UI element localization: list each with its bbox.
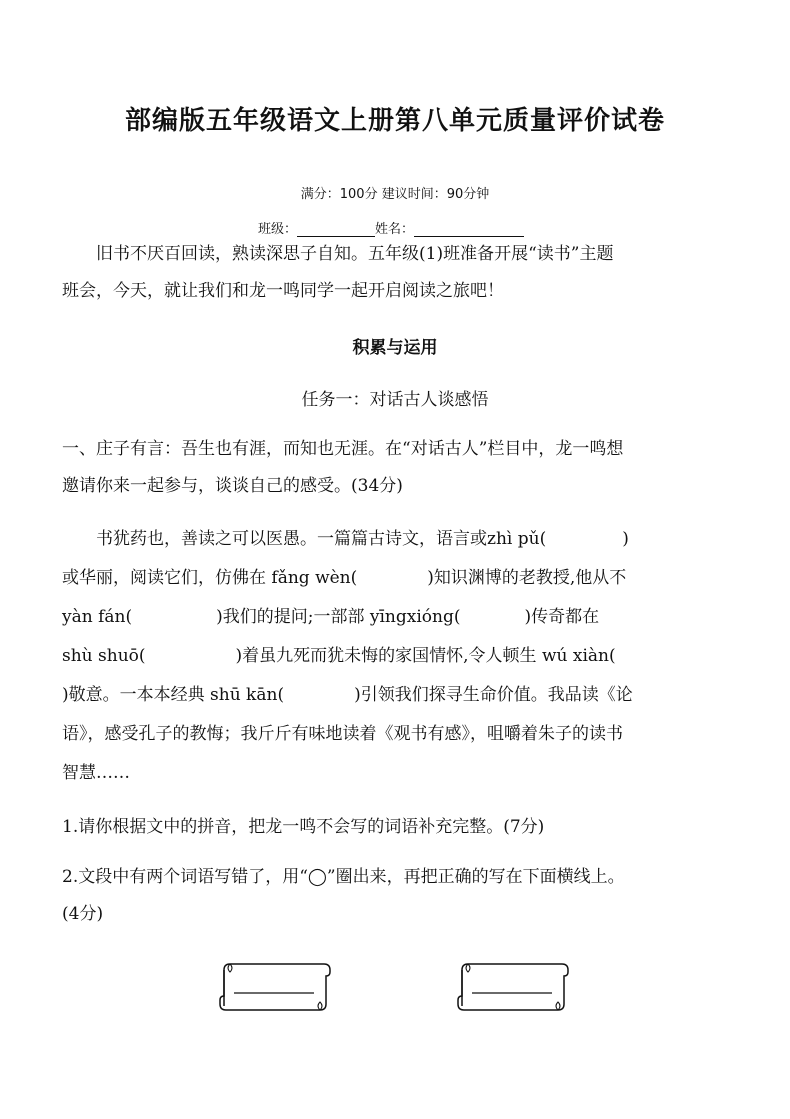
name-label: 姓名： — [375, 222, 415, 237]
passage-text: )我们的提问;一部部 yīngxióng( — [216, 607, 461, 627]
passage-text: ) — [622, 529, 629, 549]
passage-text: )传奇都在 — [524, 607, 600, 627]
intro-line-1: 旧书不厌百回读，熟读深思子自知。五年级(1)班准备开展“读书”主题 — [96, 244, 614, 264]
sub-question-2 — [62, 859, 744, 933]
question-one-line-1: 一、庄子有言：吾生也有涯，而知也无涯。在“对话古人”栏目中，龙一鸣想 — [62, 439, 624, 459]
intro-line-2: 班会，今天，就让我们和龙一鸣同学一起开启阅读之旅吧！ — [62, 281, 504, 301]
passage-line-2 — [62, 560, 744, 597]
intro-paragraph-cont — [62, 273, 744, 310]
scroll-answer-frame-2 — [454, 960, 572, 1012]
exam-title: 部编版五年级语文上册第八单元质量评价试卷 — [124, 106, 665, 136]
scroll-answer-frame-1 — [216, 960, 334, 1012]
passage-line-5 — [62, 677, 744, 714]
task-heading: 任务一：对话古人谈感悟 — [301, 390, 489, 410]
passage-line-6: 语》，感受孔子的教悔；我斤斤有味地读着《观书有感》，咀嚼着朱子的读书 — [62, 724, 623, 744]
passage-text: )着虽九死而犹未悔的家国情怀,令人顿生 wú xiàn( — [235, 646, 616, 666]
class-name-line — [258, 218, 524, 237]
passage-line-4 — [62, 638, 744, 675]
class-label: 班级： — [258, 222, 298, 237]
sub-question-2-line-1: 2.文段中有两个词语写错了，用“◯”圈出来，再把正确的写在下面横线上。 — [62, 867, 625, 887]
name-blank[interactable] — [414, 222, 524, 237]
passage-text: )引领我们探寻生命价值。我品读《论 — [354, 685, 633, 705]
exam-meta: 满分：100分 建议时间：90分钟 — [300, 187, 490, 202]
passage-text: shù shuō( — [62, 646, 146, 666]
question-one-line-2: 邀请你来一起参与，谈谈自己的感受。(34分) — [62, 476, 403, 496]
question-one — [62, 431, 744, 505]
passage-text: )知识渊博的老教授,他从不 — [427, 568, 627, 588]
sub-question-2-line-2: (4分) — [62, 904, 104, 924]
passage-line-7: 智慧…… — [62, 763, 130, 783]
passage-line-3 — [62, 599, 744, 636]
passage-text: yàn fán( — [62, 607, 133, 627]
section-heading: 积累与运用 — [352, 338, 438, 358]
passage-text: 或华丽，阅读它们，仿佛在 fǎng wèn( — [62, 568, 358, 588]
passage-text: 书犹药也，善读之可以医愚。一篇篇古诗文，语言或zhì pǔ( — [96, 529, 547, 549]
sub-question-1: 1.请你根据文中的拼音，把龙一鸣不会写的词语补充完整。(7分) — [62, 817, 545, 837]
class-blank[interactable] — [297, 222, 375, 237]
passage-text: )敬意。一本本经典 shū kān( — [62, 685, 285, 705]
passage-line-1 — [62, 521, 744, 558]
intro-paragraph — [62, 236, 744, 273]
